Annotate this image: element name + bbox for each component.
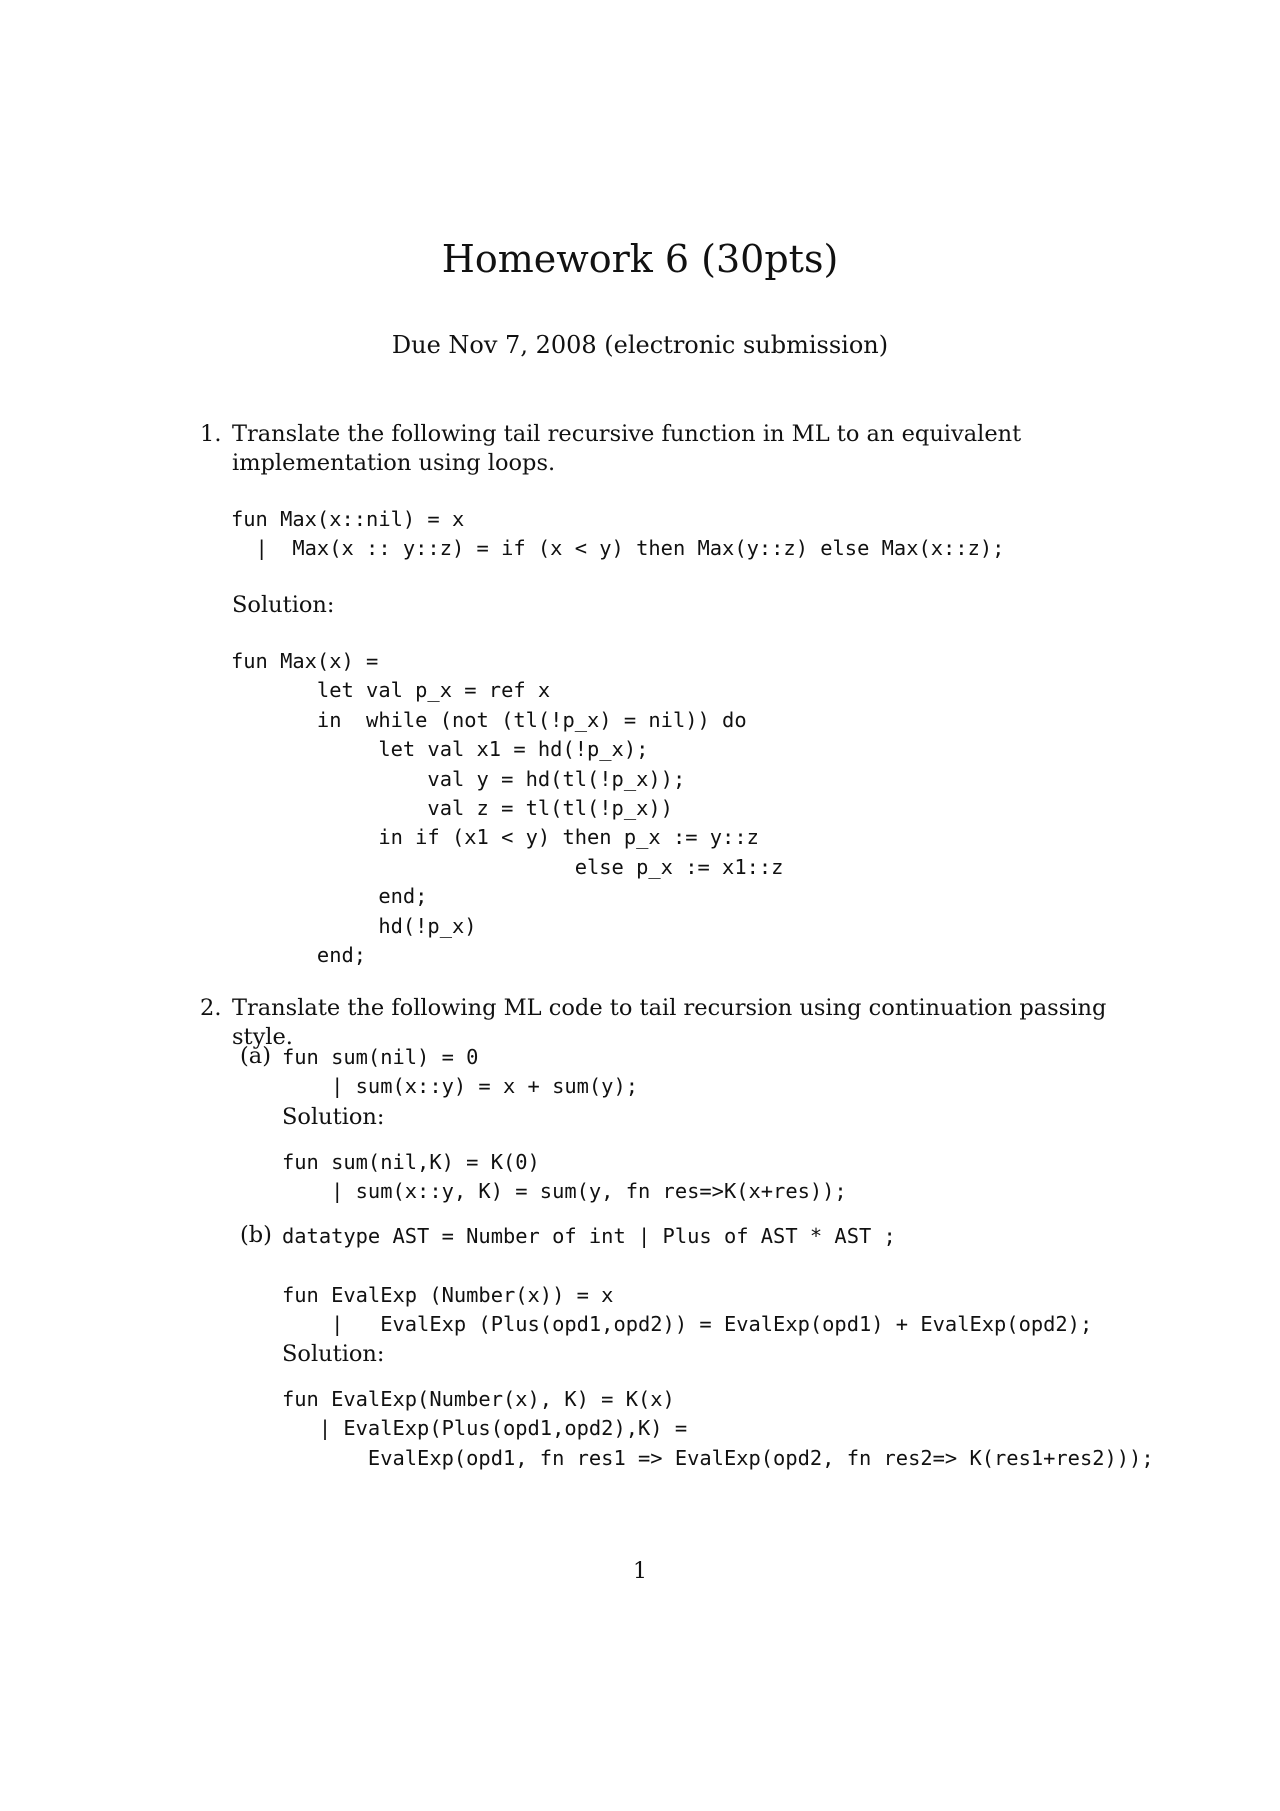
question-2a-label: (a)	[240, 1043, 271, 1069]
question-1-number: 1.	[200, 421, 222, 447]
question-1-solution-code: fun Max(x) = let val p_x = ref x in while (not (tl(!p_x) = nil)) do let val x1 = hd(!p_x); val y = hd(tl(!p_x)); val z = tl(tl(!p_x)) in if (x1 < y) then p_x := y::z else p_x := x1::z end; hd(!p_x) end;	[231, 649, 784, 968]
document-title: Homework 6 (30pts)	[441, 237, 839, 281]
question-2a-solution-label: Solution:	[282, 1104, 385, 1130]
question-1-code: fun Max(x::nil) = x | Max(x :: y::z) = if (x < y) then Max(y::z) else Max(x::z);	[231, 507, 1005, 561]
question-2b-label: (b)	[240, 1222, 272, 1248]
question-2b-code: datatype AST = Number of int | Plus of AST * AST ; fun EvalExp (Number(x)) = x | EvalExp (Plus(opd1,opd2)) = EvalExp(opd1) + EvalExp(opd2);	[282, 1224, 1093, 1337]
due-date: Due Nov 7, 2008 (electronic submission)	[391, 331, 889, 359]
question-2b-solution-label: Solution:	[282, 1341, 385, 1367]
question-2-number: 2.	[200, 995, 222, 1021]
question-2b-solution-code: fun EvalExp(Number(x), K) = K(x) | EvalExp(Plus(opd1,opd2),K) = EvalExp(opd1, fn res1 => EvalExp(opd2, fn res2=> K(res1+res2)));	[282, 1387, 1154, 1470]
question-2a-solution-code: fun sum(nil,K) = K(0) | sum(x::y, K) = sum(y, fn res=>K(x+res));	[282, 1150, 847, 1204]
question-1-text: Translate the following tail recursive function in ML to an equivalent implementation using loops.	[232, 421, 1022, 476]
page-number: 1	[633, 1559, 647, 1584]
question-2a-code: fun sum(nil) = 0 | sum(x::y) = x + sum(y);	[282, 1045, 639, 1099]
question-2-text: Translate the following ML code to tail recursion using continuation passing style.	[232, 995, 1107, 1050]
question-1-solution-label: Solution:	[232, 592, 335, 618]
